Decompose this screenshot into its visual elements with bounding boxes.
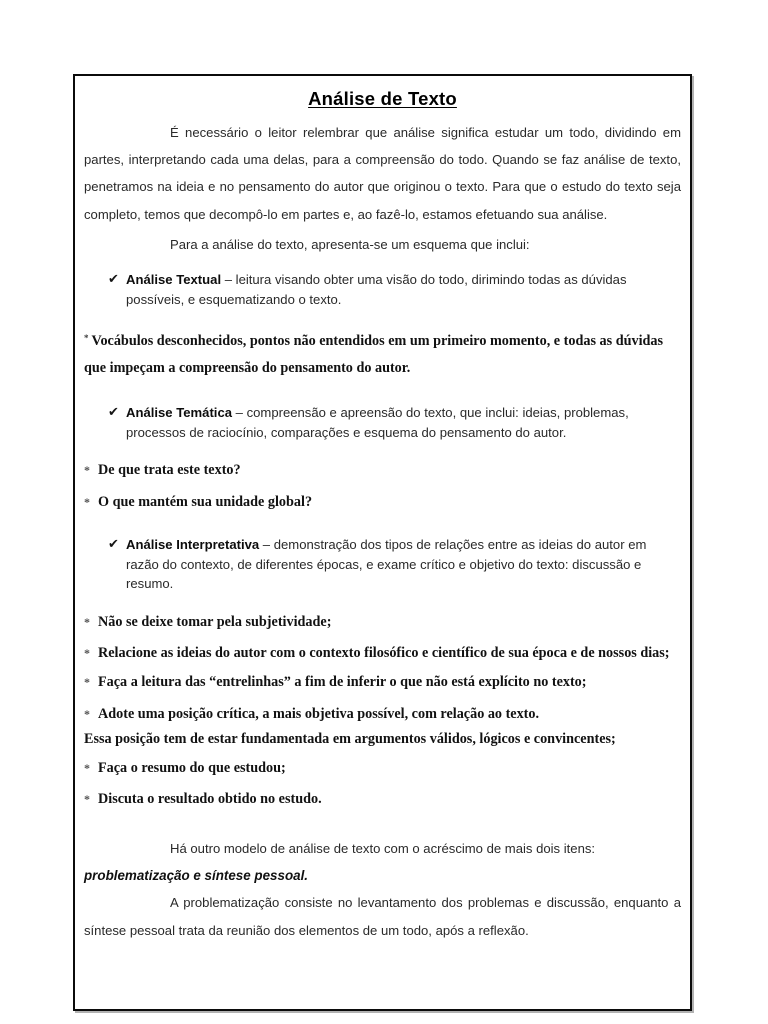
document-content — [75, 76, 690, 944]
asterisk-icon: * — [84, 760, 90, 775]
list-item-body — [126, 535, 681, 594]
document-frame — [73, 74, 692, 1011]
interpretative-item — [84, 641, 681, 667]
thematic-question-text: O que mantém sua unidade global? — [98, 493, 313, 510]
section-heading-analise-interpretativa: Análise Interpretativa — [126, 537, 260, 553]
spacer — [84, 381, 681, 403]
page-title: Análise de Texto — [308, 88, 457, 109]
asterisk-icon: * — [84, 333, 89, 344]
section-description-analise-textual: leitura visando obter uma visão do todo, dirimindo todas as dúvidas possíveis, e esquematizando o texto. — [126, 272, 627, 307]
spacer — [84, 309, 681, 325]
list-item-analise-textual — [84, 270, 681, 309]
list-item-analise-interpretativa — [84, 535, 681, 594]
interpretative-item — [84, 670, 681, 696]
interpretative-continuation: Essa posição tem de estar fundamentada em argumentos válidos, lógicos e convincentes; — [84, 731, 616, 748]
check-icon: ✔ — [108, 537, 119, 553]
section-description-analise-interpretativa: demonstração dos tipos de relações entre as ideias do autor em razão do contexto, de diferentes épocas, e exame crítico e objetivo do texto: discussão e resumo. — [126, 537, 647, 592]
check-icon: ✔ — [108, 405, 119, 421]
section-heading-analise-textual: Análise Textual — [126, 272, 222, 288]
interpretative-item — [84, 610, 681, 636]
interpretative-item-text: Discuta o resultado obtido no estudo. — [98, 791, 322, 808]
closing-lead-line: Há outro modelo de análise de texto com o acréscimo de mais dois itens: — [170, 840, 596, 856]
asterisk-icon: * — [84, 674, 90, 689]
thematic-question-text: De que trata este texto? — [98, 462, 241, 479]
list-item-body — [126, 270, 681, 309]
interpretative-item — [84, 787, 681, 813]
section-dash: – — [232, 405, 247, 421]
list-item-body — [126, 403, 681, 442]
asterisk-icon: * — [84, 463, 90, 478]
interpretative-item-text: Faça a leitura das “entrelinhas” a fim de inferir o que não está explícito no texto; — [98, 673, 587, 690]
asterisk-icon: * — [84, 494, 90, 509]
interpretative-item-text: Faça o resumo do que estudou; — [98, 759, 286, 776]
interpretative-item-text: Adote uma posição crítica, a mais objetiva possível, com relação ao texto. — [98, 705, 540, 722]
scheme-lead-line: Para a análise do texto, apresenta-se um esquema que inclui: — [170, 236, 530, 252]
interpretative-item-text: Não se deixe tomar pela subjetividade; — [98, 613, 332, 630]
textual-note-text: Vocábulos desconhecidos, pontos não entendidos em um primeiro momento, e todas as dúvidas que impeçam a compreensão do pensamento do autor. — [84, 333, 664, 376]
asterisk-icon: * — [84, 614, 90, 629]
check-icon: ✔ — [108, 272, 119, 288]
section-dash: – — [259, 537, 274, 553]
closing-emphasis: problematização e síntese pessoal. — [84, 868, 309, 884]
interpretative-item — [84, 756, 681, 782]
section-dash: – — [221, 272, 236, 288]
spacer — [84, 813, 681, 835]
spacer — [84, 442, 681, 458]
spacer — [84, 258, 681, 270]
textual-note — [84, 325, 681, 381]
section-heading-analise-tematica: Análise Temática — [126, 405, 233, 421]
thematic-question-item — [84, 458, 681, 484]
asterisk-icon: * — [84, 792, 90, 807]
closing-paragraph: A problematização consiste no levantamento dos problemas e discussão, enquanto a síntese pessoal trata da reunião dos elementos de um todo, após a reflexão. — [84, 895, 681, 938]
thematic-question-item — [84, 490, 681, 516]
section-description-analise-tematica: compreensão e apreensão do texto, que inclui: ideias, problemas, processos de raciocínio, comparações e esquema do pensamento do autor. — [126, 405, 629, 440]
asterisk-icon: * — [84, 706, 90, 721]
interpretative-item-text: Relacione as ideias do autor com o contexto filosófico e científico de sua época e de nossos dias; — [98, 645, 670, 662]
interpretative-item — [84, 702, 681, 728]
intro-paragraph: É necessário o leitor relembrar que análise significa estudar um todo, dividindo em partes, interpretando cada uma delas, para a compreensão do todo. Quando se faz análise de texto, penetramos na ideia e no pensamento do autor que originou o texto. Para que o estudo do texto seja completo, temos que decompô-lo em partes e, ao fazê-lo, estamos efetuando sua análise. — [84, 125, 681, 222]
asterisk-icon: * — [84, 646, 90, 661]
spacer — [84, 594, 681, 610]
list-item-analise-tematica — [84, 403, 681, 442]
spacer — [84, 515, 681, 535]
